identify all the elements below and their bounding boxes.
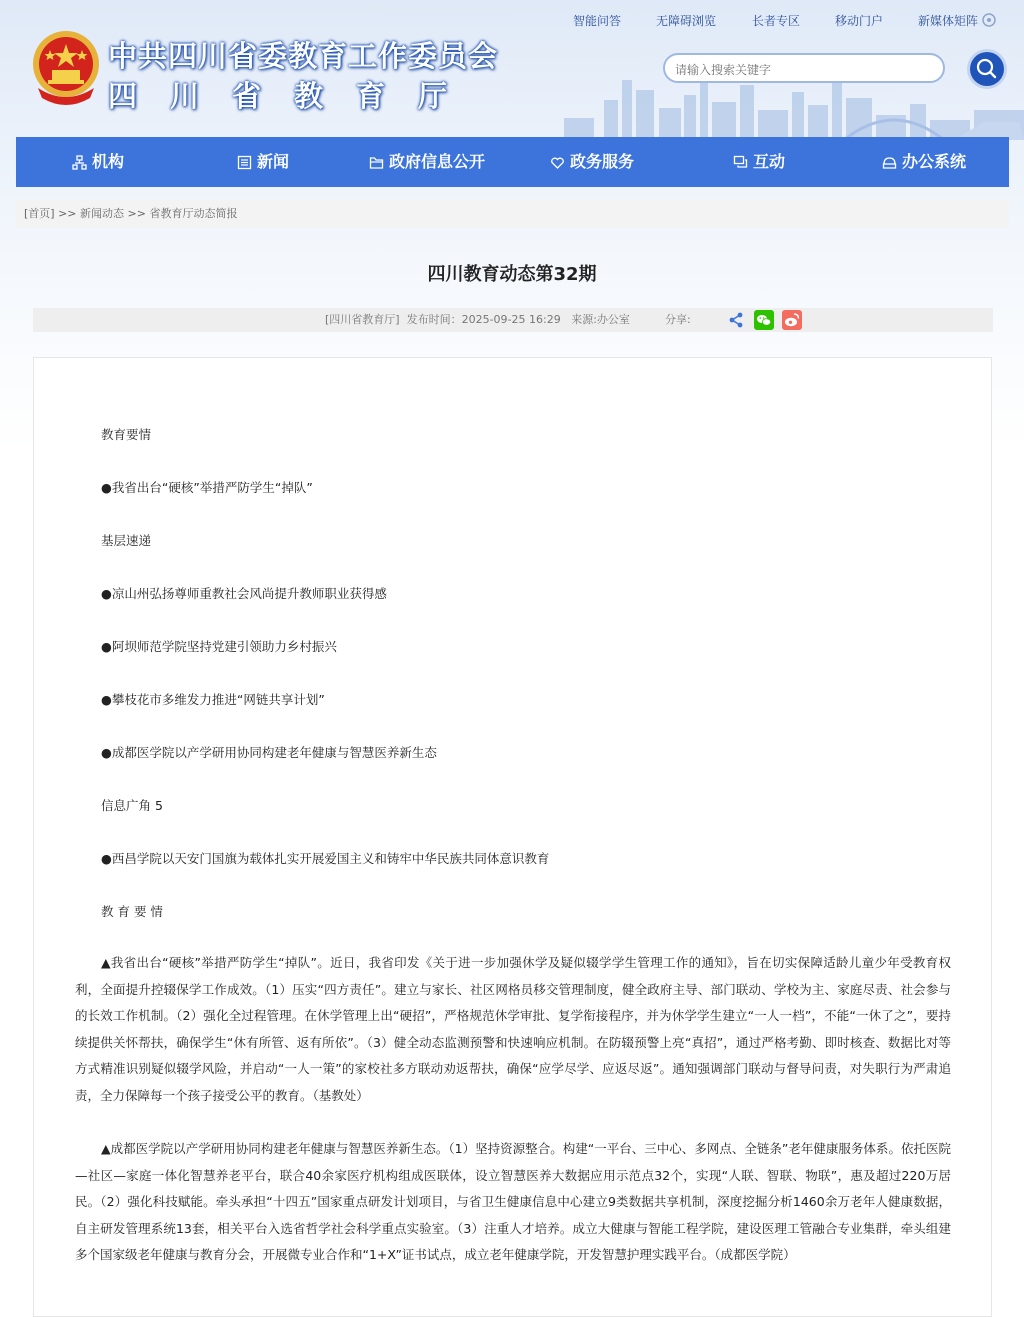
nav-item-label: 政府信息公开 [389,152,486,171]
new-media-icon [982,13,996,27]
section-heading: 基层速递 [101,533,152,548]
top-links [560,12,1000,30]
nav-item-organization[interactable] [72,137,124,187]
toc-item: ●我省出台“硬核”举措严防学生“掉队” [101,480,313,495]
meta-info [325,308,630,332]
toc-item: ●西昌学院以天安门国旗为载体扎实开展爱国主义和铸牢中华民族共同体意识教育 [101,851,550,866]
top-link-smart-qa[interactable]: 智能问答 [573,14,622,28]
nav-item-news[interactable] [237,137,289,187]
nav-item-label: 互动 [753,152,786,171]
folder-icon [369,155,384,170]
nav-item-gov-service[interactable] [550,137,634,187]
site-subtitle[interactable]: 四川省教育厅 [108,79,481,113]
top-link-accessibility[interactable]: 无障碍浏览 [656,14,717,28]
nav-item-label: 新闻 [257,152,290,171]
breadcrumb [16,200,1009,228]
nav-item-label: 机构 [92,152,125,171]
new-media-label: 新媒体矩阵 [918,14,979,28]
breadcrumb-separator: >> [127,207,146,220]
share-icon[interactable] [726,310,746,330]
nav-item-office-system[interactable] [882,137,966,187]
nav-item-label: 政务服务 [570,152,635,171]
national-emblem-icon [28,28,104,108]
toc-item: ●阿坝师范学院坚持党建引领助力乡村振兴 [101,639,337,654]
top-link-mobile-portal[interactable]: 移动门户 [835,14,884,28]
breadcrumb-news[interactable]: 新闻动态 [80,207,125,220]
search-input[interactable] [673,60,937,80]
meta-origin: 办公室 [596,313,630,326]
service-icon [550,155,565,170]
breadcrumb-briefing[interactable]: 省教育厅动态简报 [149,207,238,220]
nav-item-label: 办公系统 [902,152,967,171]
share-label: 分享: [665,313,691,326]
toc-item: ●凉山州弘扬尊师重教社会风尚提升教师职业获得感 [101,586,387,601]
meta-origin-label: 来源: [571,313,597,326]
breadcrumb-trail [24,200,237,228]
organization-icon [72,155,87,170]
section-heading: 教 育 要 情 [101,904,163,919]
weibo-icon[interactable] [782,310,802,330]
meta-publish-label: 发布时间： [406,313,462,326]
article-paragraph: ▲成都医学院以产学研用协同构建老年健康与智慧医养新生态。（1）坚持资源整合。构建“一平台、三中心、多网点、全链条”老年健康服务体系。依托医院—社区—家庭一体化智慧养老平台，联合40余家医疗机构组成医联体，设立智慧医养大数据应用示范点32个，实现“人联、智联、物联”，惠及超过220万居民。（2）强化科技赋能。牵头承担“十四五”国家重点研发计划项目，与省卫生健康信息中心建立9类数据共享机制，深度挖掘分析1460余万老年人健康数据，自主研发管理系统13套，相关平台入选省哲学社会科学重点实验室。（3）注重人才培养。成立大健康与智能工程学院，建设医理工管融合专业集群，牵头组建多个国家级老年健康与教育分会，开展微专业合作和“1+X”证书试点，成立老年健康学院，开发智慧护理实践平台。（成都医学院） [75,1141,951,1262]
chat-icon [733,155,748,170]
article-meta [33,308,993,332]
main-nav [16,137,1009,187]
wechat-icon[interactable] [754,310,774,330]
section-heading: 教育要情 [101,427,152,442]
office-icon [882,155,897,170]
news-icon [237,155,252,170]
breadcrumb-home[interactable]: [首页] [24,207,55,220]
breadcrumb-separator: >> [58,207,77,220]
article-paragraph: ▲我省出台“硬核”举措严防学生“掉队”。近日，我省印发《关于进一步加强休学及疑似辍学学生管理工作的通知》，旨在切实保障适龄儿童少年受教育权利，全面提升控辍保学工作成效。（1）压实“四方责任”。建立与家长、社区网格员移交管理制度，健全政府主导、部门联动、学校为主、家庭尽责、社会参与的长效工作机制。（2）强化全过程管理。在休学管理上出“硬招”，严格规范休学审批、复学衔接程序，并为休学学生建立“一人一档”，不能“一休了之”，要持续提供关怀帮扶，确保学生“休有所管、返有所依”。（3）健全动态监测预警和快速响应机制。在防辍预警上亮“真招”，通过严格考勤、即时核查、数据比对等方式精准识别疑似辍学风险，并启动“一人一策”的家校社多方联动劝返帮扶，确保“应学尽学、应返尽返”。通知强调部门联动与督导问责，对失职行为严肃追责，全力保障每一个孩子接受公平的教育。（基教处） [75,955,951,1103]
meta-source-org: [四川省教育厅] [325,313,400,326]
meta-publish-time: 2025-09-25 16:29 [461,313,561,326]
toc-item: ●攀枝花市多维发力推进“网链共享计划” [101,692,325,707]
nav-item-gov-info[interactable] [369,137,485,187]
site-title[interactable]: 中共四川省委教育工作委员会 [108,39,499,73]
toc-item: ●成都医学院以产学研用协同构建老年健康与智慧医养新生态 [101,745,437,760]
nav-item-interaction[interactable] [733,137,785,187]
section-heading: 信息广角 5 [101,798,163,813]
article-title: 四川教育动态第32期 [427,264,597,285]
search-button[interactable] [970,52,1004,86]
search-box [663,53,945,83]
search-icon [970,52,1004,86]
top-link-elderly[interactable]: 长者专区 [752,14,801,28]
top-link-new-media[interactable] [918,12,996,29]
